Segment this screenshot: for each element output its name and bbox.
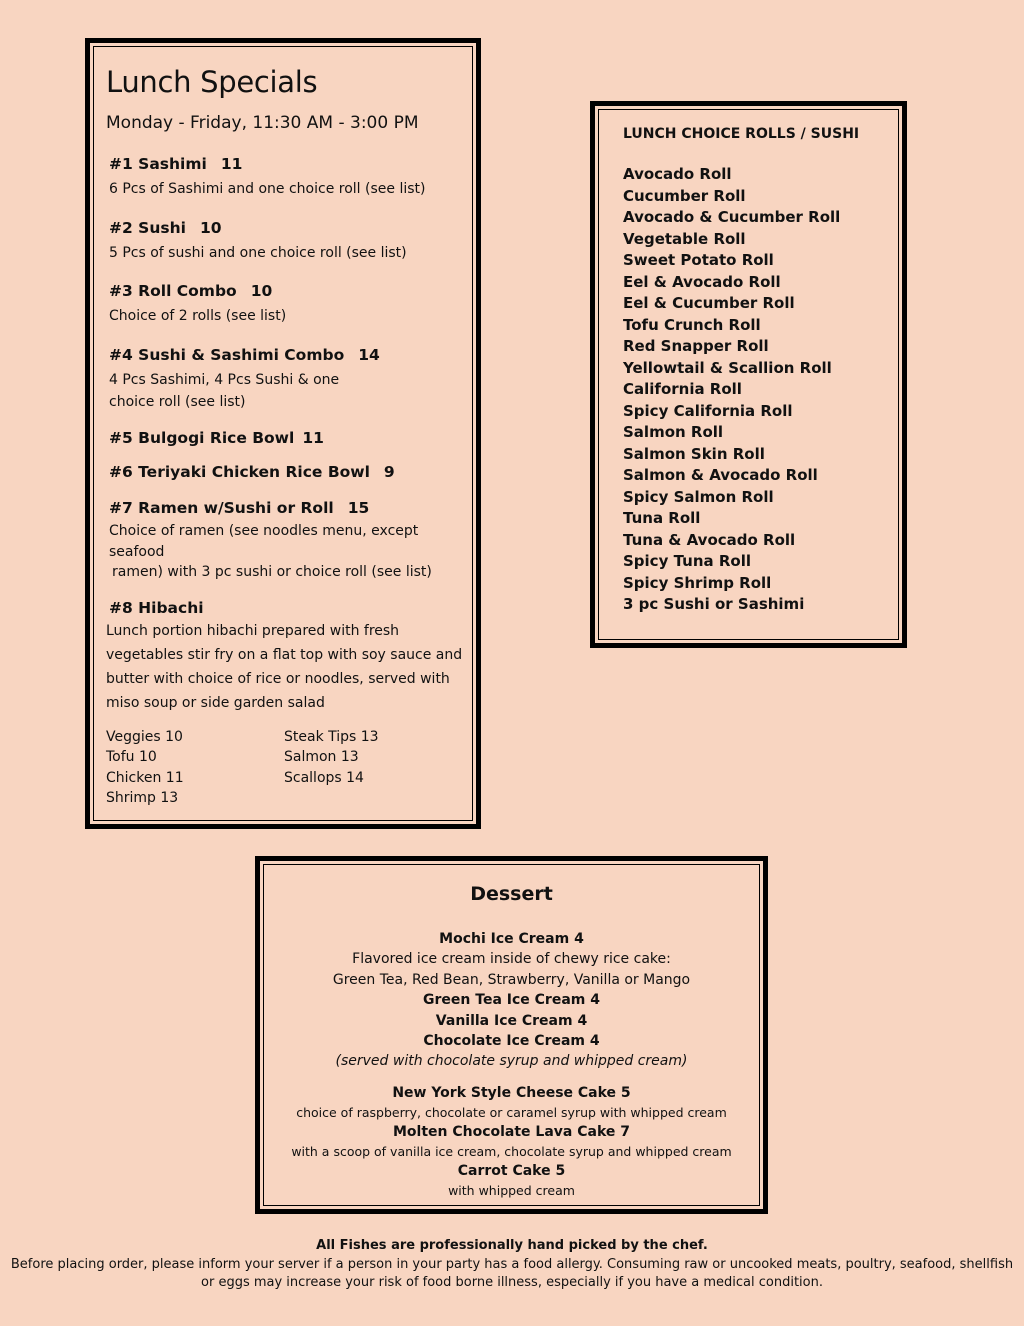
ice-cream-section <box>264 929 759 1072</box>
footer-allergy-note-cont: or eggs may increase your risk of food borne illness, especially if you have a medical condition. <box>201 1275 823 1290</box>
roll-item: Avocado & Cucumber Roll <box>623 208 841 226</box>
lunch-item-desc: choice roll (see list) <box>109 393 246 410</box>
lunch-item-price: 11 <box>302 429 324 448</box>
lunch-item-4 <box>106 346 462 413</box>
lunch-item-price: 11 <box>220 155 243 173</box>
hibachi-option: Scallops 14 <box>284 769 364 786</box>
footer-allergy-note: Before placing order, please inform your server if a person in your party has a food allergy. Consuming raw or uncooked meats, poultry, seafood, shellfish <box>10 1256 1014 1272</box>
dessert-item-cheesecake: New York Style Cheese Cake 5 <box>392 1084 631 1101</box>
roll-item: Spicy Salmon Roll <box>623 487 774 506</box>
hibachi-desc: Lunch portion hibachi prepared with fresh vegetables stir fry on a flat top with soy sauce and butter with choice of rice or noodles, served with miso soup or side garden salad <box>106 622 463 711</box>
roll-item: Tuna Roll <box>623 509 701 527</box>
lunch-item-desc: ramen) with 3 pc sushi or choice roll (see list) <box>112 564 432 581</box>
lunch-item-name: #4 Sushi & Sashimi Combo <box>109 346 345 365</box>
lunch-item-6 <box>106 463 462 481</box>
roll-item: Salmon & Avocado Roll <box>623 466 818 484</box>
roll-item: Spicy Shrimp Roll <box>623 573 772 592</box>
ice-cream-note: (served with chocolate syrup and whipped cream) <box>335 1053 688 1070</box>
lunch-item-price: 15 <box>347 499 370 518</box>
lunch-item-1 <box>106 155 462 201</box>
hibachi-options-left <box>106 727 284 809</box>
lunch-item-name: #5 Bulgogi Rice Bowl <box>109 429 295 448</box>
roll-item: Spicy Tuna Roll <box>623 552 751 570</box>
roll-item: 3 pc Sushi or Sashimi <box>623 595 805 613</box>
hibachi-options <box>106 727 462 809</box>
lunch-item-name: #6 Teriyaki Chicken Rice Bowl <box>109 463 370 482</box>
roll-item: Tuna & Avocado Roll <box>623 530 796 549</box>
lunch-item-5 <box>106 429 462 447</box>
hibachi-option: Shrimp 13 <box>106 790 179 807</box>
dessert-desc: Green Tea, Red Bean, Strawberry, Vanilla or Mango <box>332 971 691 988</box>
lunch-item-price: 9 <box>383 463 395 482</box>
lunch-hours: Monday - Friday, 11:30 AM - 3:00 PM <box>106 113 419 133</box>
roll-item: Avocado Roll <box>623 165 732 183</box>
dessert-item-carrot-cake: Carrot Cake 5 <box>457 1162 566 1179</box>
hibachi-option: Steak Tips 13 <box>284 728 379 745</box>
roll-item: Eel & Cucumber Roll <box>623 294 795 312</box>
dessert-item-mochi: Mochi Ice Cream 4 <box>439 931 584 947</box>
choice-rolls-panel <box>590 101 907 648</box>
roll-item: Eel & Avocado Roll <box>623 272 781 291</box>
roll-item: Tofu Crunch Roll <box>623 315 761 334</box>
dessert-desc: Flavored ice cream inside of chewy rice cake: <box>352 951 671 968</box>
lunch-item-2 <box>106 219 462 265</box>
roll-item: Vegetable Roll <box>623 229 746 248</box>
choice-rolls-title: LUNCH CHOICE ROLLS / SUSHI <box>623 126 860 142</box>
roll-item: Cucumber Roll <box>623 186 746 205</box>
lunch-item-desc: 4 Pcs Sashimi, 4 Pcs Sushi & one <box>109 372 340 389</box>
lunch-item-price: 14 <box>358 346 380 365</box>
lunch-item-price: 10 <box>250 282 273 301</box>
lunch-item-name: #1 Sashimi <box>109 155 207 173</box>
footer-disclaimer <box>0 1237 1024 1293</box>
lunch-item-name: #3 Roll Combo <box>109 282 237 301</box>
cake-section <box>264 1084 759 1201</box>
hibachi-option: Veggies 10 <box>106 728 183 745</box>
lunch-item-name: #8 Hibachi <box>109 598 204 617</box>
footer-chef-note: All Fishes are professionally hand picked by the chef. <box>316 1238 708 1253</box>
dessert-title: Dessert <box>470 883 553 905</box>
roll-item: Salmon Roll <box>623 423 724 441</box>
lunch-specials-panel <box>85 38 481 829</box>
lunch-item-8 <box>106 599 462 809</box>
roll-item: Salmon Skin Roll <box>623 444 765 463</box>
lunch-item-desc: 5 Pcs of sushi and one choice roll (see list) <box>109 244 407 261</box>
roll-item: Yellowtail & Scallion Roll <box>623 358 832 377</box>
dessert-desc: choice of raspberry, chocolate or caramel syrup with whipped cream <box>296 1105 727 1121</box>
dessert-desc: with whipped cream <box>448 1183 575 1199</box>
lunch-item-price: 10 <box>199 218 222 237</box>
dessert-item-green-tea: Green Tea Ice Cream 4 <box>423 992 600 1009</box>
lunch-item-desc: Choice of ramen (see noodles menu, except seafood <box>109 523 419 560</box>
dessert-desc: with a scoop of vanilla ice cream, chocolate syrup and whipped cream <box>291 1144 732 1160</box>
roll-item: California Roll <box>623 380 742 398</box>
roll-item: Sweet Potato Roll <box>623 251 774 269</box>
hibachi-option: Salmon 13 <box>284 749 359 766</box>
dessert-item-chocolate: Chocolate Ice Cream 4 <box>423 1033 600 1050</box>
lunch-specials-title: Lunch Specials <box>106 65 318 99</box>
roll-item: Red Snapper Roll <box>623 337 769 355</box>
dessert-item-vanilla: Vanilla Ice Cream 4 <box>435 1012 588 1029</box>
hibachi-option: Tofu 10 <box>106 749 157 766</box>
lunch-item-desc: 6 Pcs of Sashimi and one choice roll (see list) <box>109 181 426 197</box>
choice-rolls-list <box>623 164 898 616</box>
lunch-item-name: #2 Sushi <box>109 218 186 237</box>
lunch-item-name: #7 Ramen w/Sushi or Roll <box>109 499 334 518</box>
lunch-item-desc: Choice of 2 rolls (see list) <box>109 308 287 325</box>
lunch-item-3 <box>106 282 462 328</box>
hibachi-options-right <box>284 727 462 809</box>
roll-item: Spicy California Roll <box>623 401 793 420</box>
dessert-panel <box>255 856 768 1214</box>
hibachi-option: Chicken 11 <box>106 769 184 786</box>
lunch-item-7 <box>106 499 462 583</box>
dessert-item-lava-cake: Molten Chocolate Lava Cake 7 <box>392 1123 631 1140</box>
